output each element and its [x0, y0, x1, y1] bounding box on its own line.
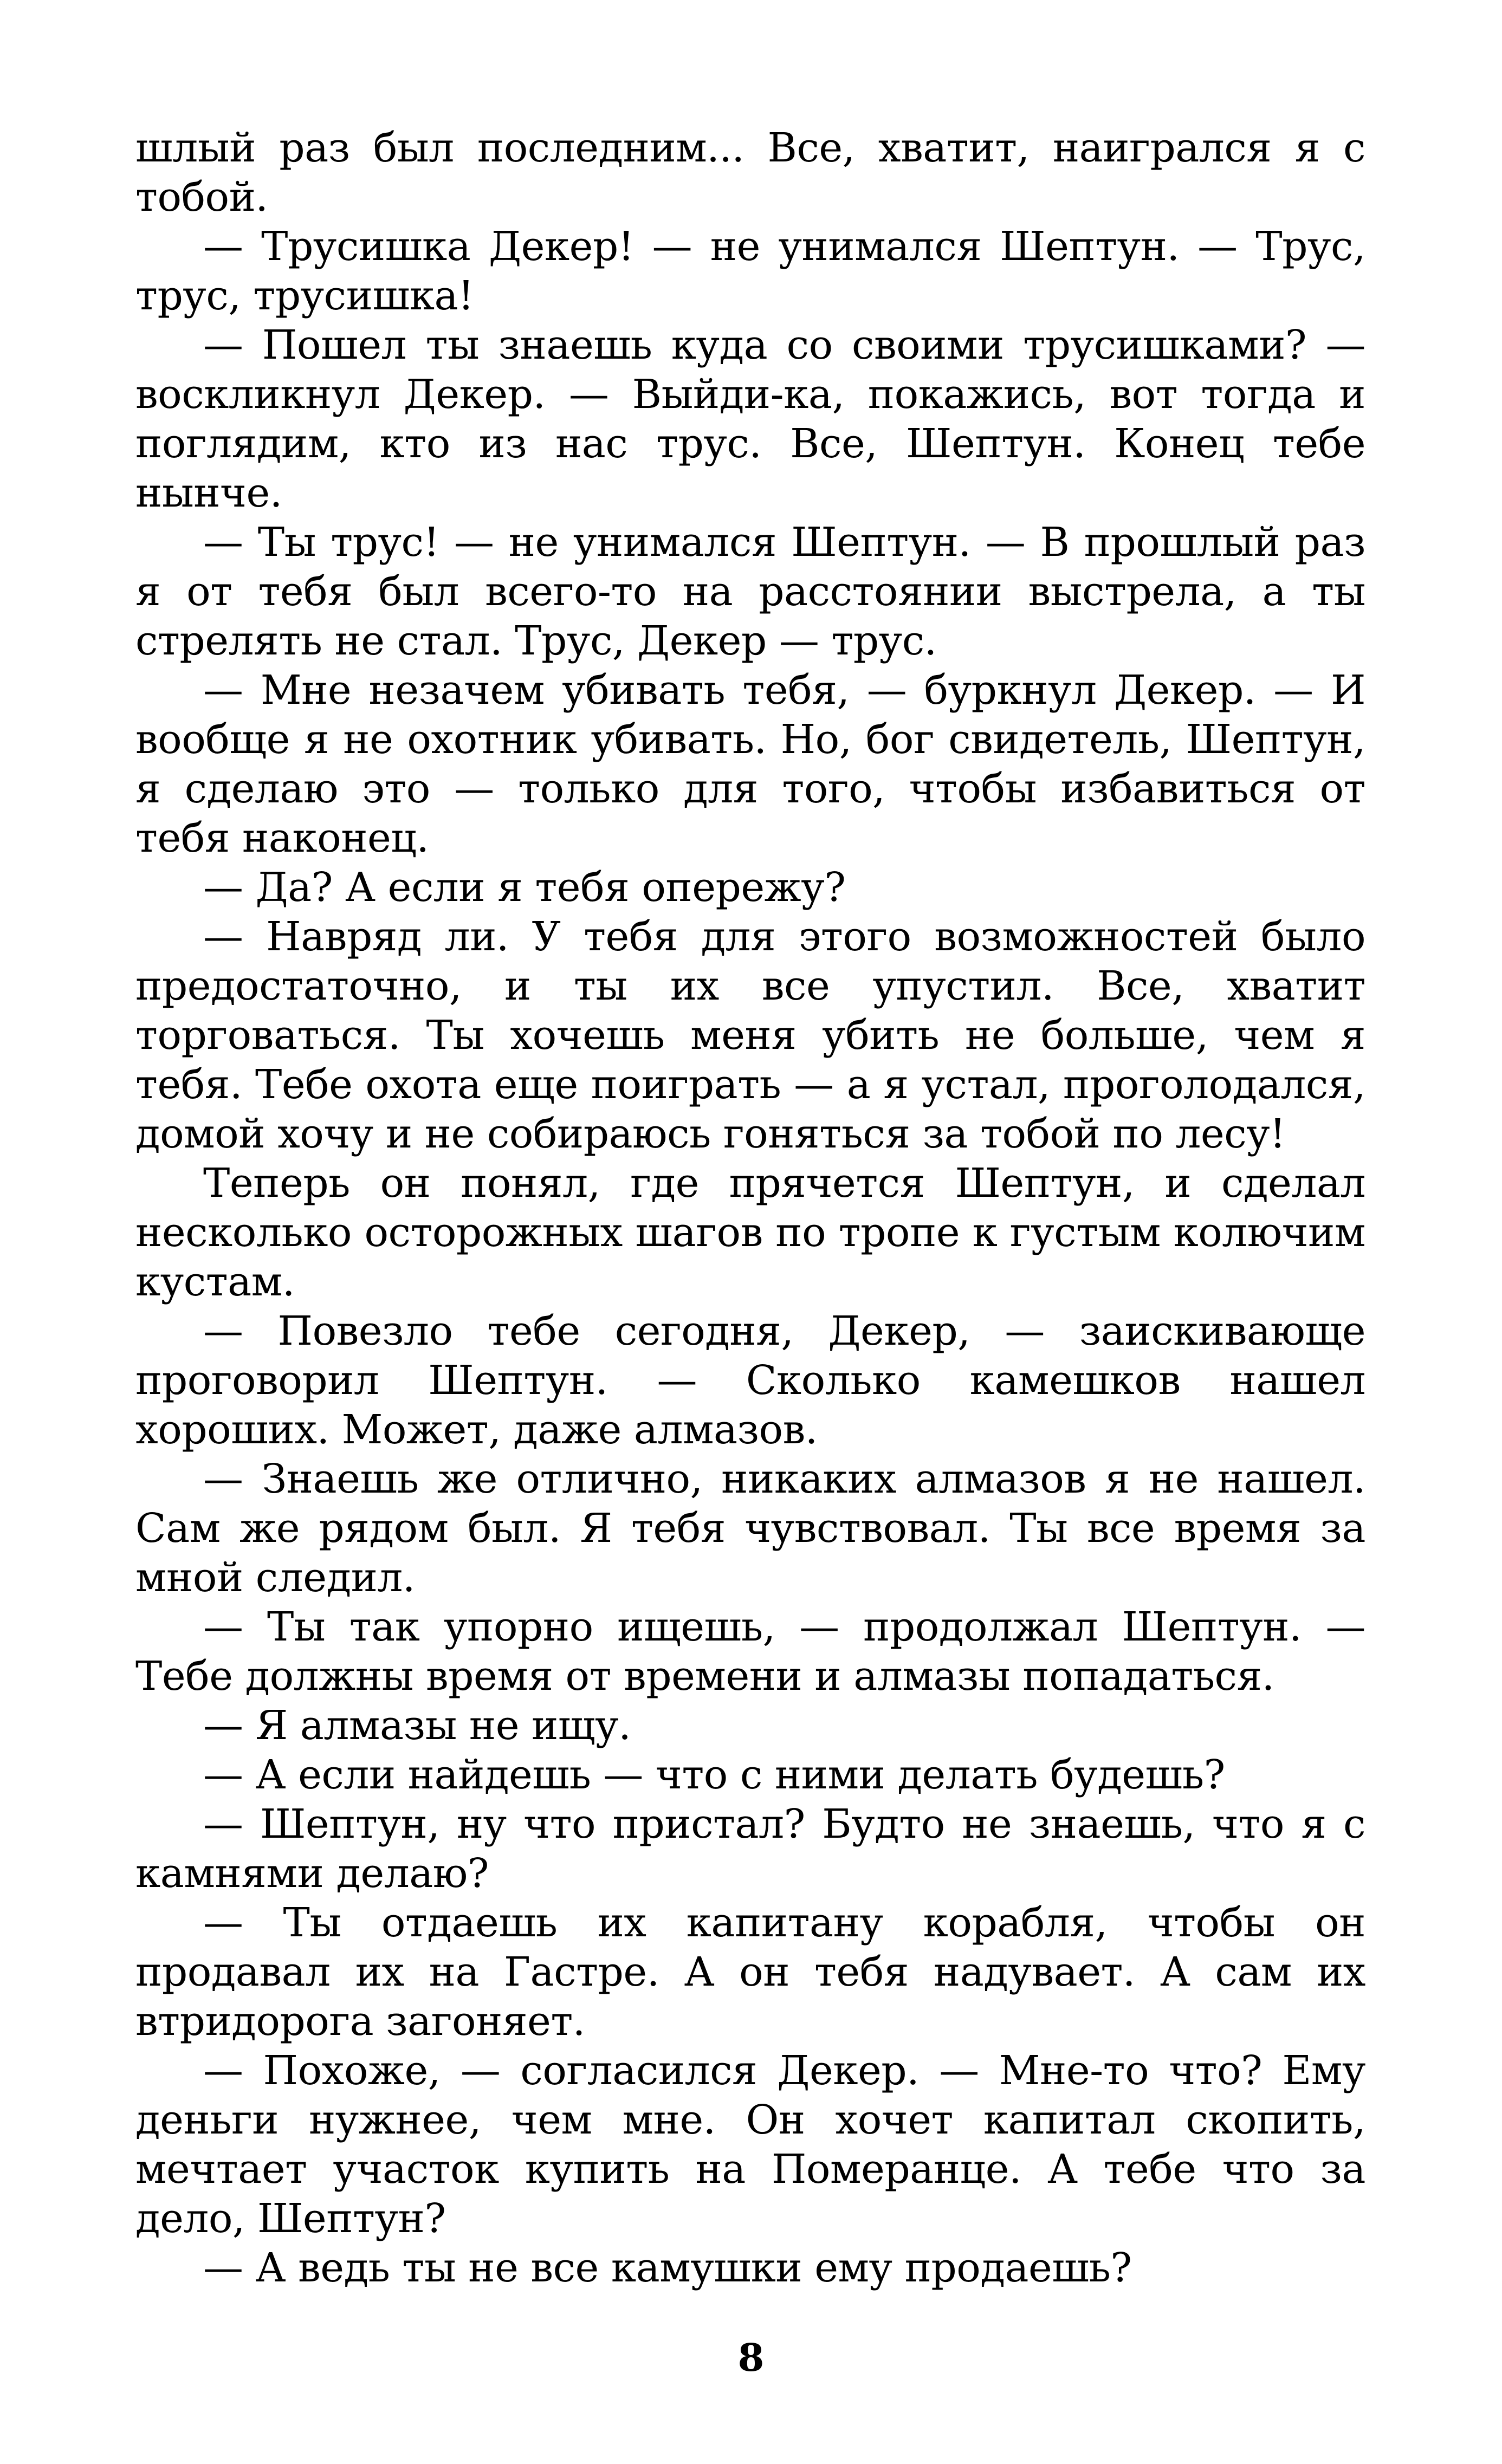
paragraph: шлый раз был последним... Все, хватит, наигрался я с тобой. — [135, 125, 1365, 221]
paragraph: — Трусишка Декер! — не унимался Шептун. — Трус, трус, трусишка! — [135, 223, 1365, 319]
paragraph: — Ты трус! — не унимался Шептун. — В прошлый раз я от тебя был всего-то на расстоянии выстрела, а ты стрелять не стал. Трус, Декер — трус. — [135, 519, 1365, 664]
paragraph: — Да? А если я тебя опережу? — [203, 864, 846, 911]
paragraph: — Мне незачем убивать тебя, — буркнул Декер. — И вообще я не охотник убивать. Но, бог свидетель, Шептун, я сделаю это — только для того, чтобы избавиться от тебя наконец. — [135, 667, 1365, 861]
paragraph: — Знаешь же отлично, никаких алмазов я не нашел. Сам же рядом был. Я тебя чувствовал. Ты все время за мной следил. — [135, 1456, 1365, 1601]
paragraph: — Повезло тебе сегодня, Декер, — заискивающе проговорил Шептун. — Сколько камешков нашел хороших. Может, даже алмазов. — [135, 1308, 1365, 1453]
paragraph: — А ведь ты не все камушки ему продаешь? — [203, 2245, 1132, 2291]
paragraph: — Пошел ты знаешь куда со своими трусишками? — воскликнул Декер. — Выйди-ка, покажись, вот тогда и поглядим, кто из нас трус. Все, Шептун. Конец тебе нынче. — [135, 322, 1365, 516]
paragraph: — Я алмазы не ищу. — [203, 1702, 631, 1749]
paragraph: — А если найдешь — что с ними делать будешь? — [203, 1752, 1225, 1798]
paragraph: — Шептун, ну что пристал? Будто не знаешь, что я с камнями делаю? — [135, 1801, 1365, 1897]
paragraph: — Похоже, — согласился Декер. — Мне-то что? Ему деньги нужнее, чем мне. Он хочет капитал скопить, мечтает участок купить на Померанце. А тебе что за дело, Шептун? — [135, 2047, 1365, 2242]
paragraph: Теперь он понял, где прячется Шептун, и сделал несколько осторожных шагов по тропе к густым колючим кустам. — [135, 1160, 1365, 1305]
page-number: 8 — [737, 2335, 765, 2380]
paragraph: — Ты так упорно ищешь, — продолжал Шептун. — Тебе должны время от времени и алмазы попадаться. — [135, 1604, 1365, 1700]
paragraph: — Навряд ли. У тебя для этого возможностей было предостаточно, и ты их все упустил. Все, хватит торговаться. Ты хочешь меня убить не больше, чем я тебя. Тебе охота еще поиграть — а я устал, проголодался, домой хочу и не собираюсь гоняться за тобой по лесу! — [135, 913, 1365, 1157]
page-body — [135, 124, 1365, 2399]
paragraph: — Ты отдаешь их капитану корабля, чтобы он продавал их на Гастре. А он тебя надувает. А сам их втридорога загоняет. — [135, 1899, 1365, 2045]
